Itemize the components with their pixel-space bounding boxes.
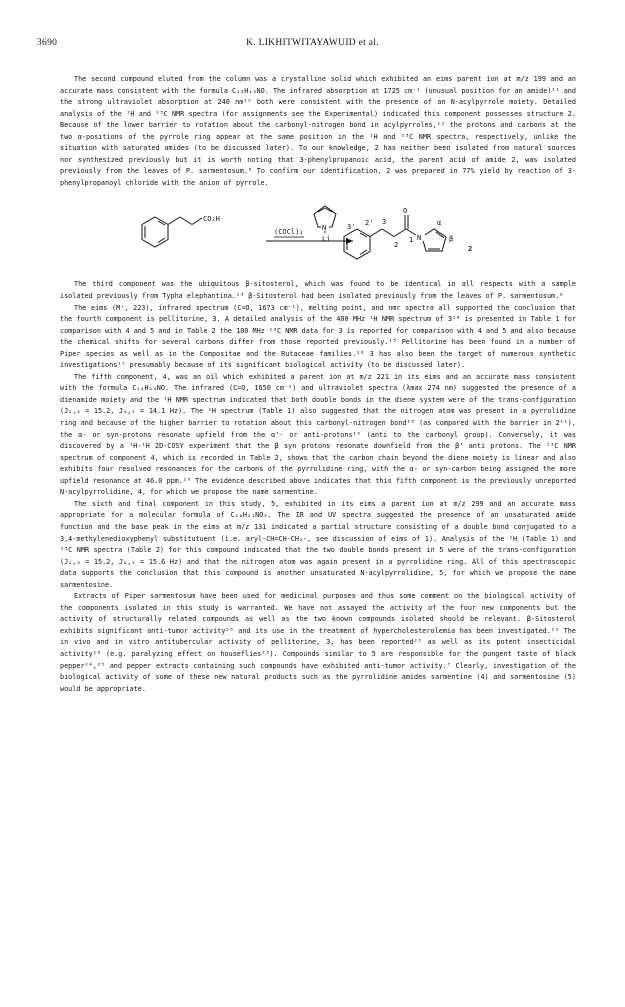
- paragraph-5: [60, 499, 576, 591]
- position-beta: β: [449, 235, 454, 244]
- carbonyl-oxygen: O: [403, 207, 408, 216]
- paragraph-1-text: The second compound eluted from the column was a crystalline solid which exhibited an eims parent ion at m/z 199 and an accurate mass consistent with the formula C₁₃H₁₃NO. The infrared absorption at 1725 cm⁻¹ (unusual position for an amide)¹¹ and the strong ultraviolet absorption at 240 nm¹² both were consistent with the presence of an N-acylpyrrole moiety. Detailed analysis of the ¹H and ¹³C NMR spectra (for assignments see the Experimental) indicated this component possesses structure 2. Because of the lower barrier to rotation about the carbonyl-nitrogen bond in acylpyrroles,¹¹ the protons and carbons at the two α-positions of the pyrrole ring appear at the same position in the ¹H and ¹³C NMR spectra, respectively, unlike the situation with saturated amides (to be discussed later). To our knowledge, 2 has neither been isolated from natural sources nor synthesized previously but it is worth noting that 3-phenylpropanoic acid, the parent acid of amide 2, was isolated previously from the leaves of P. sarmentosum.⁶ To confirm our identification, 2 was prepared in 77% yield by reaction of 3-phenylpropanoyl chloride with the anion of pyrrole.: [60, 75, 576, 187]
- paragraph-3-text: The eims (M⁺, 223), infrared spectrum (C=O, 1673 cm⁻¹), melting point, and nmr spectra all supported the conclusion that the fourth component is pellitorine, 3. A detailed analysis of the 400 MHz ¹H NMR spectrum of 3¹⁴ is presented in Table 1 for comparison with 4 and 5 and in Table 2 the 100 MHz ¹³C NMR data for 3 is reported for comparison with 4 and 5 and also because the chemical shifts for several carbons differ from those reported previously.¹⁵ Pellitorine has been found in a number of Piper species as well as in the Compositae and the Rutaceae families.¹⁶ 3 has also been the target of numerous synthetic investigations¹⁷ presumably because of its significant biological activity (to be discussed later).: [60, 303, 576, 370]
- position-1: 1: [409, 236, 414, 245]
- paragraph-2: [60, 279, 576, 302]
- paragraph-6-text: Extracts of Piper sarmentosum have been used for medicinal purposes and thus some comment on the biological activity of the components isolated in this study is warranted. We have not assayed the activity of the four new components but the activity of structurally related compounds as well as the two known compounds isolated should be relevant. β-Sitosterol exhibits significant anti-tumor activity²⁰ and its use in the treatment of hypercholesterolemia has been investigated.²¹ The in vivo and in vitro antitubercular activity of pellitorine, 3, has been reported²² as well as its potent insecticidal activity¹⁶ (e.g. paralyzing effect on houseflies²³). Compounds similar to 5 are responsible for the pungent taste of black pepper²⁴,²⁵ and pepper extracts containing such compounds have exhibited anti-tumor activity.⁷ Clearly, investigation of the biological activity of some of these new natural products such as the pyrrolidine amides sarmentine (4) and sarmentosine (5) would be appropriate.: [60, 592, 576, 693]
- position-alpha: α: [437, 219, 442, 228]
- acid-label: CO₂H: [203, 215, 220, 224]
- article-body: [60, 74, 576, 695]
- paragraph-5-text: The sixth and final component in this study, 5, exhibited in its eims a parent ion at m/z 299 and an accurate mass appropriate for a molecular formula of C₁₈H₂₁NO₃. The IR and UV spectra suggested the presence of an unsaturated amide function and the base peak in the eims at m/z 131 indicated a partial structure consisting of a double bond conjugated to a 3,4-methylenedioxyphenyl substitutuent (i.e. aryl-CH=CH-CH₂-, see discussion of eims of 1). Analysis of the ¹H (Table 1) and ¹³C NMR spectra (Table 2) for this compound indicated that the two double bonds present in 5 were of the trans-configuration (J₂,₃ = 15.2, J₈,₉ = 15.6 Hz) and that the nitrogen atom was again present in a pyrrolidine ring. All of this spectroscopic data supports the conclusion that this compound is another unsaturated N-acylpyrrolidine, 5, for which we propose the name sarmentosine.: [60, 499, 576, 589]
- page-header: [37, 38, 588, 52]
- position-3: 3: [382, 218, 387, 227]
- position-3-prime: 3': [347, 223, 356, 232]
- running-head: K. LIKHITWITAYAWUID et al.: [246, 38, 379, 48]
- reaction-scheme: [60, 189, 576, 279]
- position-2-prime: 2': [365, 219, 374, 228]
- reaction-scheme-drawing: [60, 189, 576, 279]
- compound-number: 2: [468, 245, 473, 254]
- product-chain: [370, 215, 416, 237]
- pyrrole-li-label: Li: [322, 235, 331, 244]
- paragraph-3: [60, 303, 576, 372]
- propanoic-chain: [168, 217, 202, 225]
- paragraph-4-text: The fifth component, 4, was an oil which exhibited a parent ion at m/z 221 in its eims and an accurate mass consistent with the formula C₁₄H₂₃NO. The infrared (C=O, 1650 cm⁻¹) and ultraviolet spectra (λmax 274 nm) suggested the presence of a dienamide moiety and the ¹H NMR spectrum indicated that both double bonds in the diene system were of the trans-configuration (J₂,₃ = 15.2, J₄,₅ = 14.1 Hz). The ¹H spectrum (Table 1) also suggested that the nitrogen atom was present in a pyrrolidine ring and because of the higher barrier to rotation about this carbonyl-nitrogen bond¹⁸ (as compared with the barrier in 2¹¹), the α- or syn-protons resonate upfield from the α'- or anti-protons¹⁹ (anti to the carbonyl group). Conversely, it was discovered by a ¹H-¹H 2D-COSY experiment that the β syn protons resonate downfield from the β' anti protons. The ¹³C NMR spectrum of component 4, which is recorded in Table 2, shows that the carbon chain beyond the diene moiety is linear and also exhibits four resolved resonances for the carbons of the pyrrolidine ring, with the α- or syn-carbon being assigned the more upfield resonance at 46.0 ppm.¹⁹ The evidence described above indicates that this fifth component is the previously unreported N-acylpyrrolidine, 4, for which we propose the name sarmentine.: [60, 372, 576, 497]
- paragraph-1: [60, 74, 576, 189]
- benzene-ring-product: [344, 229, 370, 259]
- product-pyrrole-ring: [422, 229, 446, 251]
- paragraph-2-text: The third component was the ubiquitous β-sitosterol, which was found to be identical in all respects with a sample isolated previously from Typha elephantina.¹³ β-Sitosterol had been isolated previously from the leaves of P. sarmentosum.⁶: [60, 280, 576, 301]
- product-n-label: N: [417, 234, 422, 243]
- pyrrole-n-label: N: [322, 224, 327, 233]
- position-2: 2: [394, 241, 399, 250]
- page-number: 3690: [37, 38, 58, 48]
- benzene-ring-reactant: [142, 217, 168, 247]
- paragraph-6: [60, 591, 576, 695]
- reagent-label: (COCl)₂: [274, 228, 304, 237]
- paragraph-4: [60, 372, 576, 499]
